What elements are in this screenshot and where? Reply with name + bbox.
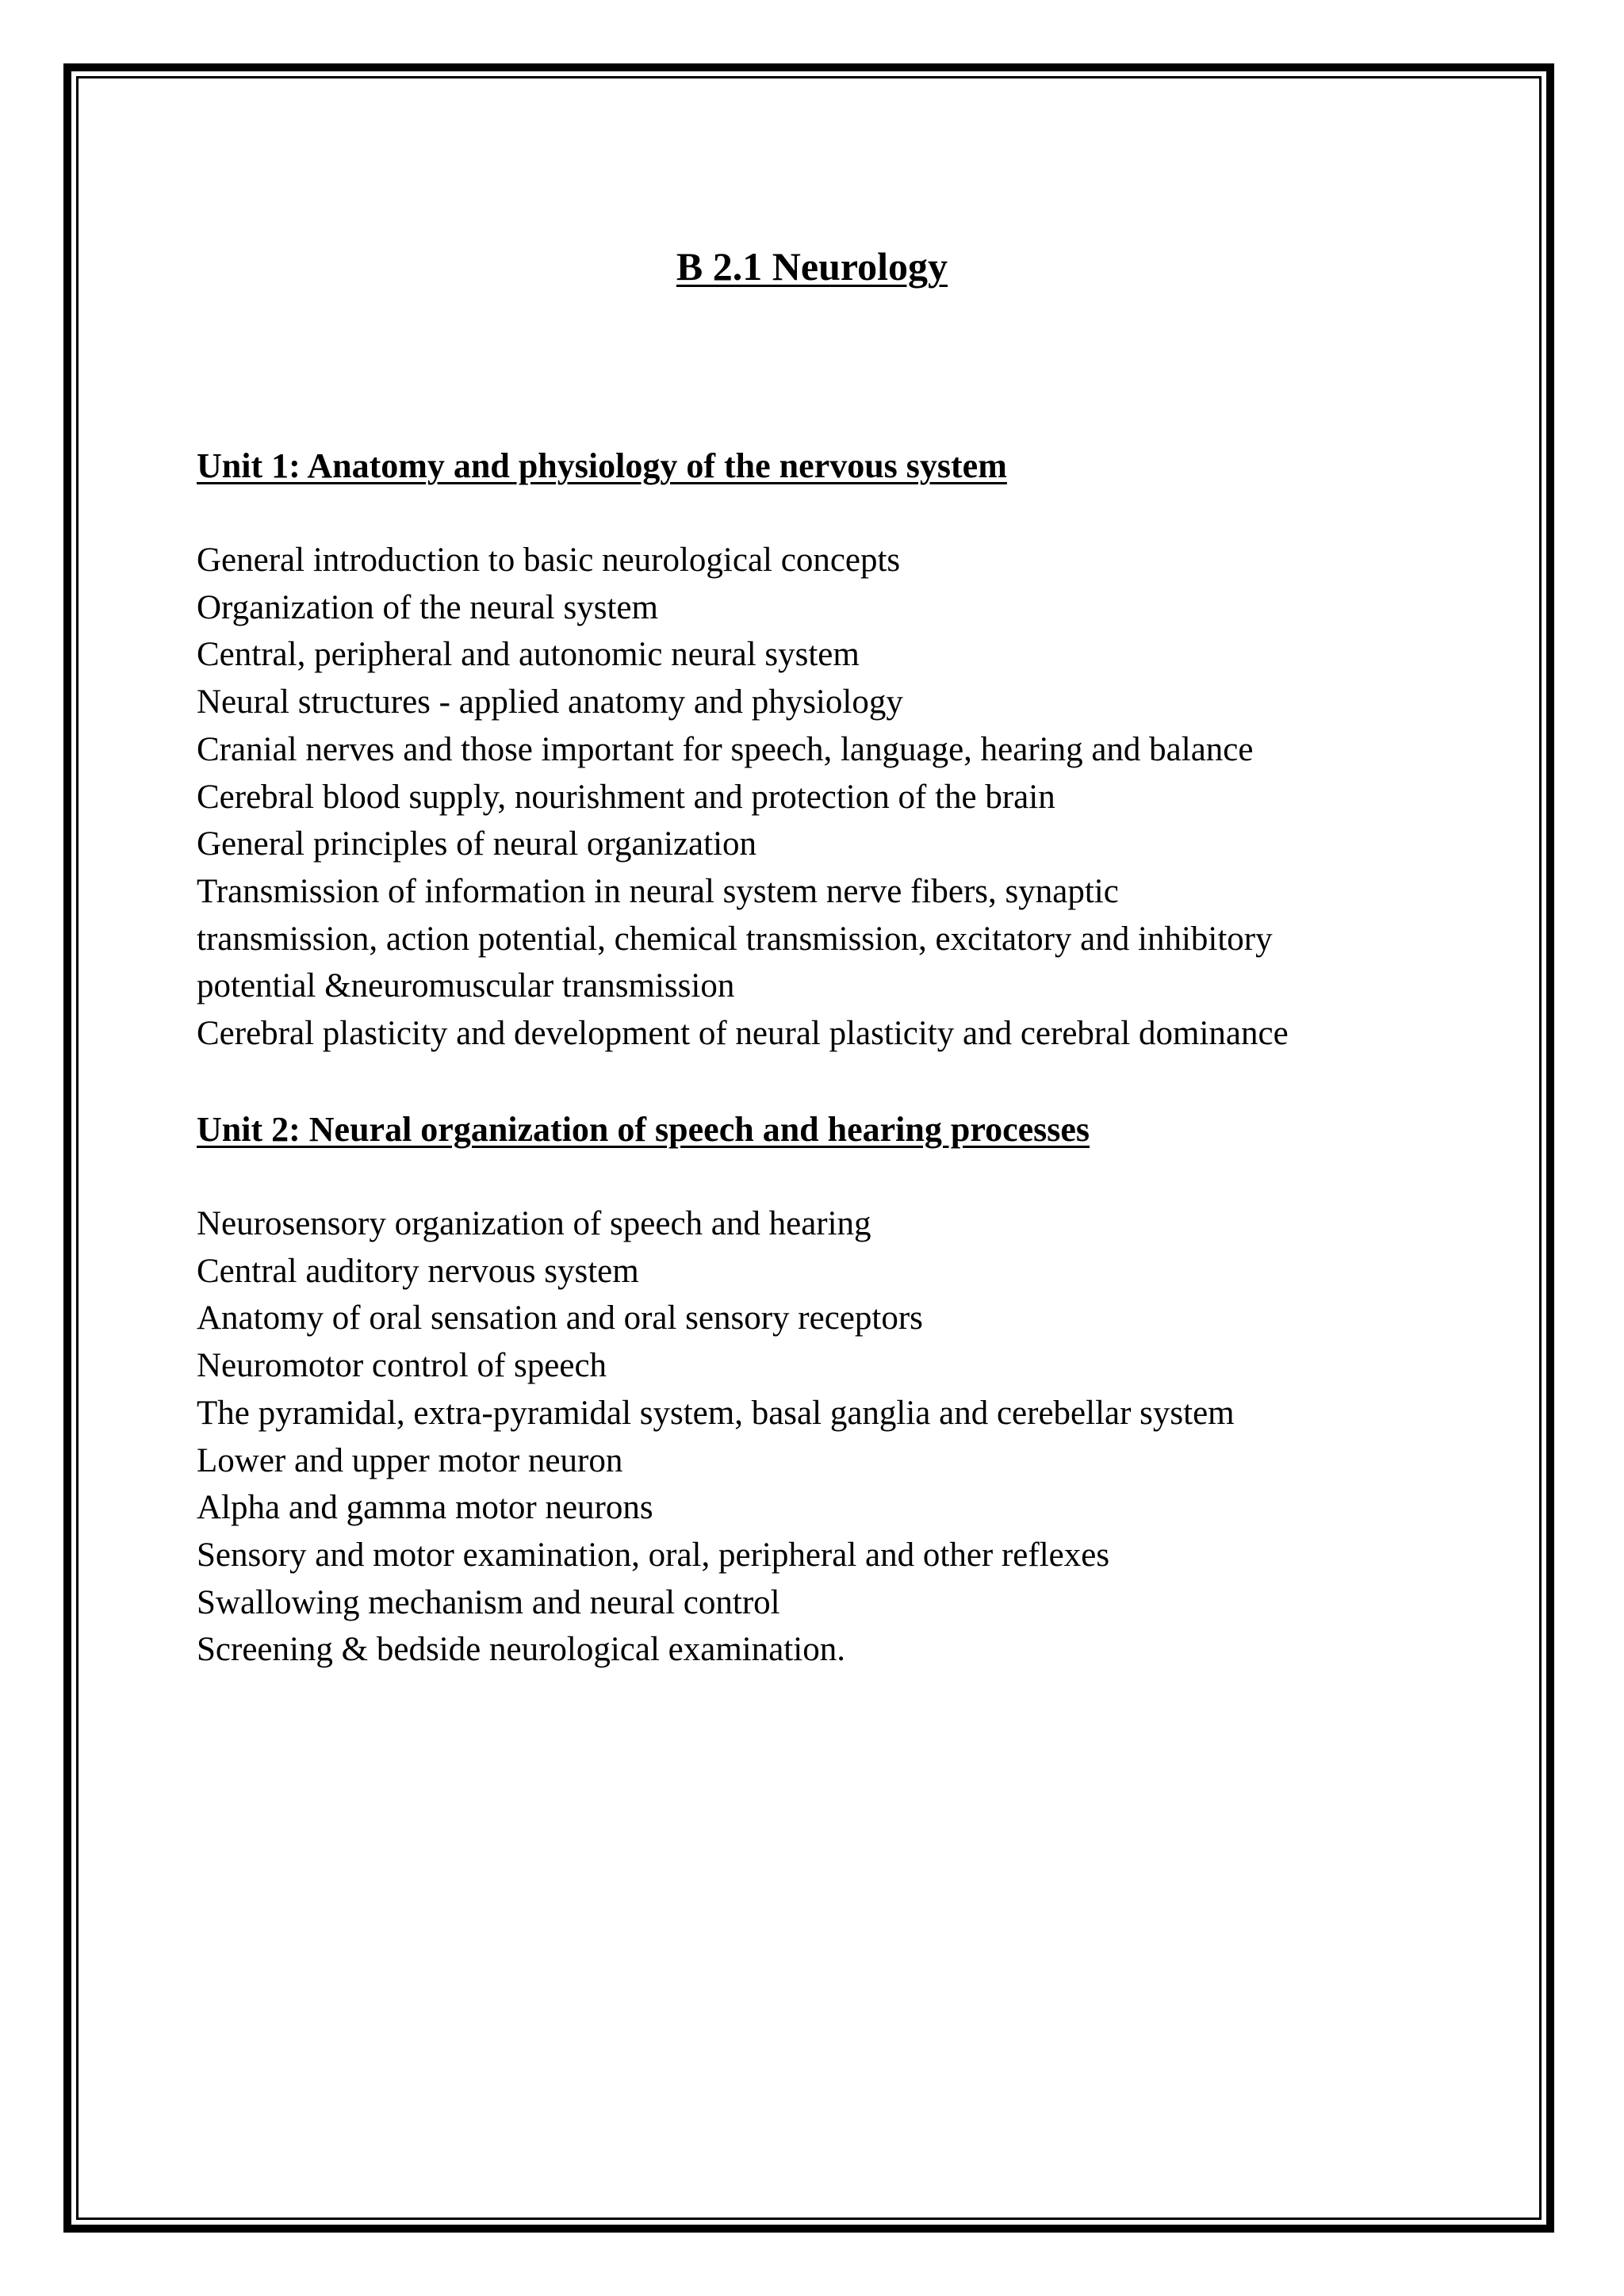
topic-item: Cerebral blood supply, nourishment and protection of the brain <box>197 778 1055 816</box>
topic-item: Cranial nerves and those important for speech, language, hearing and balance <box>197 730 1254 768</box>
topic-item: General principles of neural organization <box>197 825 757 863</box>
topic-item: Lower and upper motor neuron <box>197 1441 623 1479</box>
unit-2-topic-list <box>197 1200 1481 1674</box>
topic-item: Swallowing mechanism and neural control <box>197 1583 780 1621</box>
topic-item: Neuromotor control of speech <box>197 1347 607 1385</box>
unit-1-topic-list <box>197 537 1481 1058</box>
topic-item: Central, peripheral and autonomic neural system <box>197 636 860 674</box>
unit-2-heading: Unit 2: Neural organization of speech and hearing processes <box>197 1110 1090 1149</box>
topic-item: Cerebral plasticity and development of neural plasticity and cerebral dominance <box>197 1015 1289 1053</box>
unit-1-section <box>197 442 1481 1058</box>
topic-item: General introduction to basic neurological concepts <box>197 541 901 579</box>
unit-2-section <box>197 1106 1481 1674</box>
topic-item: Alpha and gamma motor neurons <box>197 1489 653 1527</box>
unit-1-heading: Unit 1: Anatomy and physiology of the nervous system <box>197 446 1007 485</box>
topic-item: Organization of the neural system <box>197 588 658 626</box>
topic-item: Central auditory nervous system <box>197 1252 639 1290</box>
topic-item: Screening & bedside neurological examination. <box>197 1631 845 1669</box>
topic-item: Neural structures - applied anatomy and physiology <box>197 683 903 721</box>
page-title: B 2.1 Neurology <box>676 244 948 289</box>
topic-item: potential &neuromuscular transmission <box>197 967 735 1005</box>
topic-item: The pyramidal, extra-pyramidal system, basal ganglia and cerebellar system <box>197 1394 1235 1432</box>
topic-item: Neurosensory organization of speech and hearing <box>197 1205 871 1242</box>
topic-item: Sensory and motor examination, oral, peripheral and other reflexes <box>197 1536 1110 1574</box>
topic-item: Transmission of information in neural system nerve fibers, synaptic <box>197 872 1119 910</box>
topic-item: transmission, action potential, chemical transmission, excitatory and inhibitory <box>197 920 1273 958</box>
topic-item: Anatomy of oral sensation and oral sensory receptors <box>197 1299 923 1337</box>
